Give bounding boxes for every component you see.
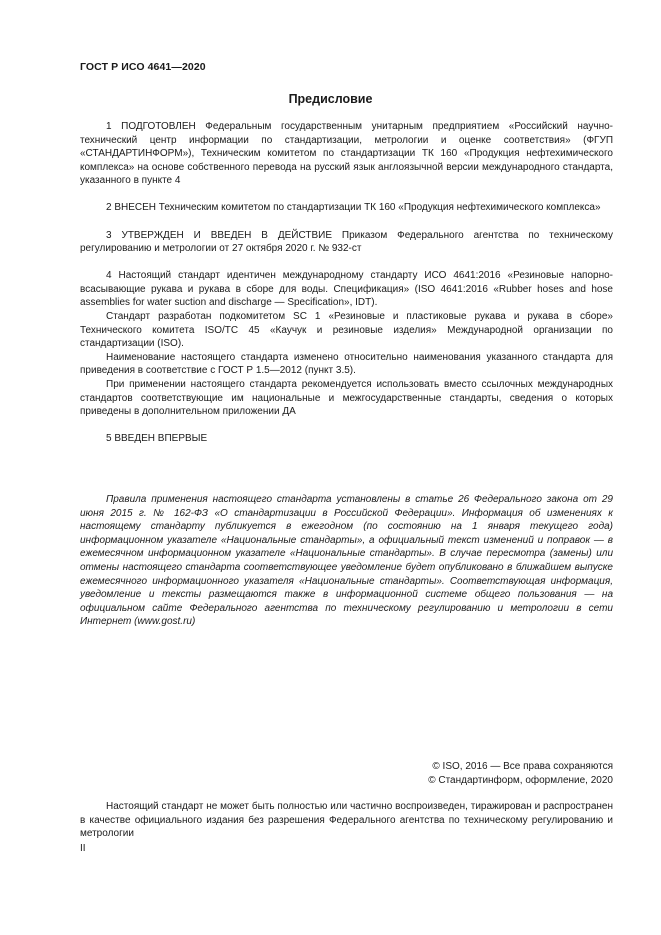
page-title: Предисловие [288, 92, 373, 106]
standard-code-header: ГОСТ Р ИСО 4641—2020 [80, 61, 206, 73]
reproduction-notice: Настоящий стандарт не может быть полностью или частично воспроизведен, тиражирован и распространен в качестве официального издания без разрешения Федерального агентства по техническому регулированию и метрологии [80, 801, 613, 840]
copyright-standartinform: © Стандартинформ, оформление, 2020 [428, 774, 613, 786]
foreword-body [80, 120, 613, 446]
section-4-developer: Стандарт разработан подкомитетом SC 1 «Резиновые и пластиковые рукава и рукава в сборе» Технического комитета ISO/TC 45 «Каучук и резиновые изделия» Международной организации по стандартизации (ISO). [80, 311, 613, 350]
application-rules-notice: Правила применения настоящего стандарта установлены в статье 26 Федерального закона от 29 июня 2015 г. № 162-ФЗ «О стандартизации в Российской Федерации». Информация об изменениях к настоящему стандарту публикуется в ежегодном (по состоянию на 1 января текущего года) информационном указателе «Национальные стандарты», а официальный текст изменений и поправок — в ежемесячном информационном указателе «Национальные стандарты». В случае пересмотра (замены) или отмены настоящего стандарта соответствующее уведомление будет опубликовано в ближайшем выпуске ежемесячного информационного указателя «Национальные стандарты». Соответствующая информация, уведомление и тексты размещаются также в информационной системе общего пользования — на официальном сайте Федерального агентства по техническому регулированию и метрологии в сети Интернет (www.gost.ru) [80, 494, 613, 628]
section-1: 1 ПОДГОТОВЛЕН Федеральным государственным унитарным предприятием «Российский научно-технический центр информации по стандартизации, метрологии и оценке соответствия» (ФГУП «СТАНДАРТИНФОРМ»), Техническим комитетом по стандартизации ТК 160 «Продукция нефтехимического комплекса» на основе собственного перевода на русский язык англоязычной версии международного стандарта, указанного в пункте 4 [80, 121, 613, 187]
copyright-block [428, 760, 613, 787]
page-number: II [80, 843, 86, 854]
section-4-name-change: Наименование настоящего стандарта изменено относительно наименования указанного стандарта для приведения в соответствие с ГОСТ Р 1.5—2012 (пункт 3.5). [80, 351, 613, 377]
section-3: 3 УТВЕРЖДЕН И ВВЕДЕН В ДЕЙСТВИЕ Приказом Федерального агентства по техническому регулированию и метрологии от 27 октября 2020 г. № 932-ст [80, 229, 613, 255]
copyright-iso: © ISO, 2016 — Все права сохраняются [432, 761, 613, 772]
section-4: 4 Настоящий стандарт идентичен международному стандарту ИСО 4641:2016 «Резиновые напорно-всасывающие рукава и рукава в сборе для воды. Спецификация» (ISO 4641:2016 «Rubber hoses and hose assemblies for water suction and discharge — Specification», IDT). [80, 270, 613, 309]
section-2: 2 ВНЕСЕН Техническим комитетом по стандартизации ТК 160 «Продукция нефтехимического комплекса» [106, 202, 601, 214]
section-5: 5 ВВЕДЕН ВПЕРВЫЕ [106, 433, 208, 445]
section-4-references: При применении настоящего стандарта рекомендуется использовать вместо ссылочных международных стандартов соответствующие им национальные и межгосударственные стандарты, сведения о которых приведены в дополнительном приложении ДА [80, 379, 613, 418]
